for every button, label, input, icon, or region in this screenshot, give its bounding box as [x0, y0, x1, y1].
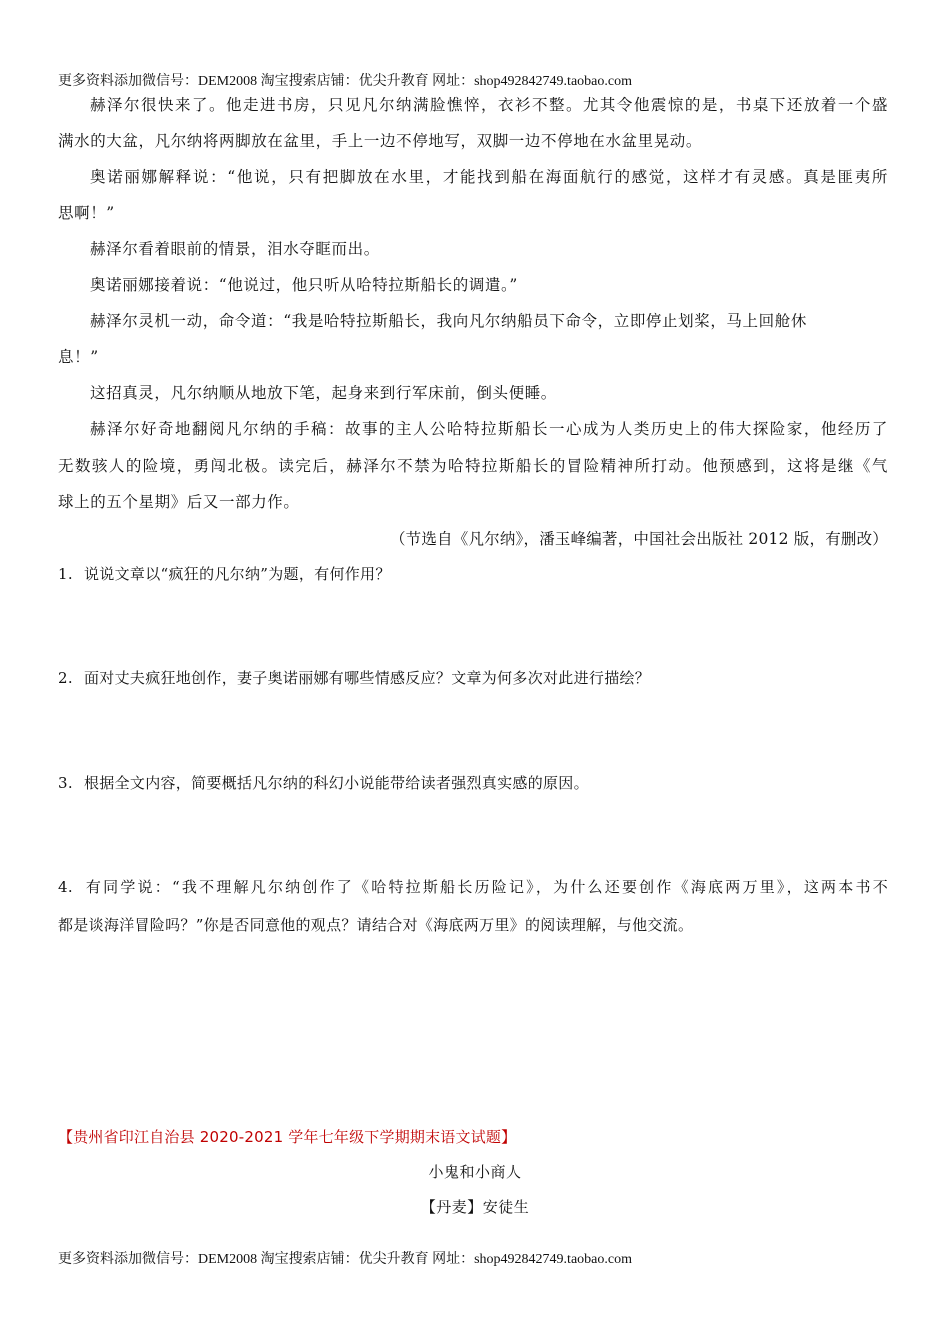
- question-number: 3.: [58, 774, 73, 792]
- paragraph-line: 满水的大盆，凡尔纳将两脚放在盆里，手上一边不停地写，双脚一边不停地在水盆里晃动。: [58, 132, 703, 150]
- paragraph-line: 息！”: [58, 348, 99, 366]
- header-watermark: 更多资料添加微信号：DEM2008 淘宝搜索店铺：优尖升教育 网址：shop492842749.taobao.com: [58, 74, 632, 89]
- paragraph-line: 球上的五个星期》后又一部力作。: [58, 493, 300, 511]
- question-text: 根据全文内容，简要概括凡尔纳的科幻小说能带给读者强烈真实感的原因。: [84, 774, 589, 792]
- paragraph-line: 赫泽尔灵机一动，命令道：“我是哈特拉斯船长，我向凡尔纳船员下命令，立即停止划桨，马上回舱休: [90, 312, 807, 330]
- paragraph-line: 无数骇人的险境，勇闯北极。读完后，赫泽尔不禁为哈特拉斯船长的冒险精神所打动。他预感到，这将是继《气: [58, 457, 888, 475]
- question-4-continued: 都是谈海洋冒险吗？”你是否同意他的观点？请结合对《海底两万里》的阅读理解，与他交流。: [58, 916, 694, 934]
- question-text: 面对丈夫疯狂地创作，妻子奥诺丽娜有哪些情感反应？文章为何多次对此进行描绘？: [84, 669, 651, 687]
- question-number: 2.: [58, 669, 73, 687]
- paragraph-line: 赫泽尔看着眼前的情景，泪水夺眶而出。: [90, 240, 380, 258]
- question-number: 4.: [58, 878, 73, 896]
- paragraph-line: 思啊！”: [58, 204, 115, 222]
- footer-watermark: 更多资料添加微信号：DEM2008 淘宝搜索店铺：优尖升教育 网址：shop492842749.taobao.com: [58, 1252, 632, 1267]
- question-4: [58, 876, 888, 897]
- paragraph-line: 奥诺丽娜解释说：“他说，只有把脚放在水里，才能找到船在海面航行的感觉，这样才有灵感。真是匪夷所: [90, 168, 888, 186]
- question-3: [58, 772, 589, 793]
- question-text: 说说文章以“疯狂的凡尔纳”为题，有何作用？: [84, 565, 391, 583]
- next-section-title: 小鬼和小商人: [428, 1163, 522, 1181]
- question-number: 1.: [58, 565, 73, 583]
- paragraph-line: 这招真灵，凡尔纳顺从地放下笔，起身来到行军床前，倒头便睡。: [90, 384, 557, 402]
- question-1: [58, 563, 391, 584]
- paragraph-line: 赫泽尔很快来了。他走进书房，只见凡尔纳满脸憔悴，衣衫不整。尤其令他震惊的是，书桌下还放着一个盛: [90, 96, 888, 114]
- next-section-source: 【贵州省印江自治县 2020-2021 学年七年级下学期期末语文试题】: [58, 1128, 517, 1146]
- question-text: 有同学说：“我不理解凡尔纳创作了《哈特拉斯船长历险记》，为什么还要创作《海底两万里》，这两本书不: [84, 878, 888, 896]
- question-2: [58, 667, 650, 688]
- next-section-author: 【丹麦】安徒生: [420, 1198, 530, 1216]
- passage-source: （节选自《凡尔纳》，潘玉峰编著，中国社会出版社 2012 版，有删改）: [389, 530, 888, 548]
- paragraph-line: 赫泽尔好奇地翻阅凡尔纳的手稿：故事的主人公哈特拉斯船长一心成为人类历史上的伟大探险家，他经历了: [90, 420, 888, 438]
- paragraph-line: 奥诺丽娜接着说：“他说过，他只听从哈特拉斯船长的调遣。”: [90, 276, 518, 294]
